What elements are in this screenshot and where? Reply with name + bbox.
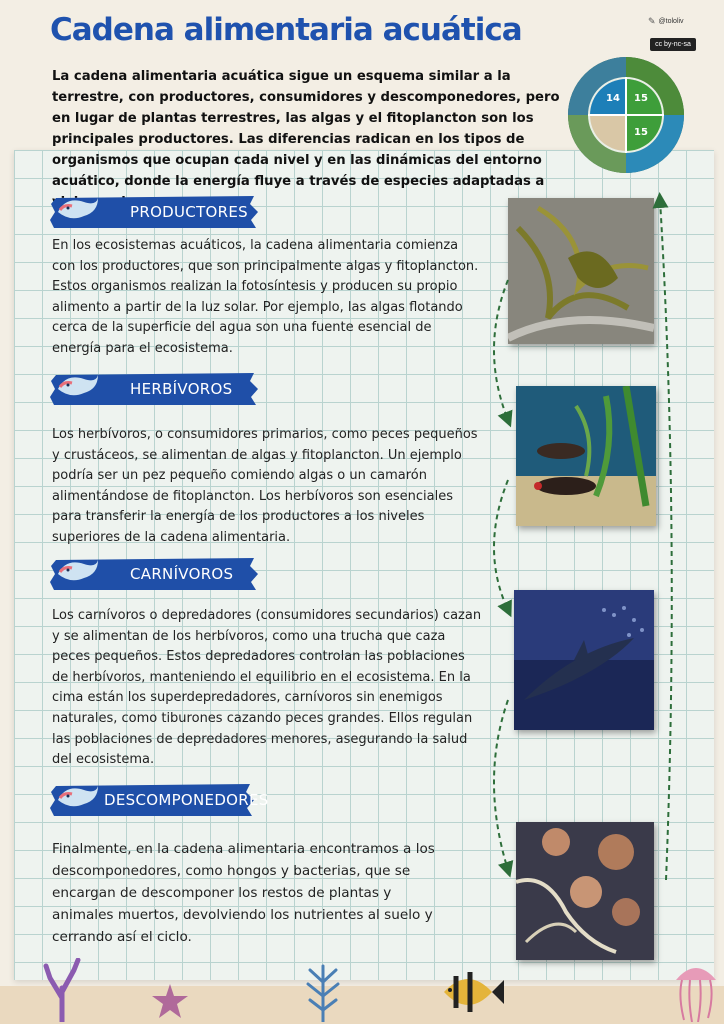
intro-paragraph: La cadena alimentaria acuática sigue un esquema similar a la terrestre, con productores, consumidores y descomponedores, pero en lugar de plantas terrestres, las algas y el fitoplancton son los principales productores. Las diferencias radican en los tipos de organismos que ocupan cada nivel y en las dinámicas del entorno acuático, donde la energía fluye a través de especies adaptadas a: [52, 69, 560, 189]
section-label-descomponedores: DESCOMPONEDORES: [104, 791, 269, 809]
license-badge: cc by-nc-sa: [650, 38, 696, 51]
section-banner-descomponedores: [50, 782, 269, 818]
section-text-descomponedores: Finalmente, en la cadena alimentaria encontramos a los descomponedores, como hongos y bacterias, que se encargan de descomponer los restos de plantas y animales muertos, devolviendo los nutrientes al suelo y cerrando así el ciclo.: [52, 841, 435, 945]
starfish-icon: [152, 984, 188, 1018]
section-text-productores: En los ecosistemas acuáticos, la cadena alimentaria comienza con los productores, que son principalmente algas y fitoplancton. Estos organismos realizan la fotosíntesis y producen su propio alimento a partir de la luz solar. Por ejemplo, las algas flotando cerca de la superficie del agua son una fuente esencial de energía para el ecosistema.: [52, 238, 479, 356]
sand-floor: [0, 986, 724, 1024]
seaweed-icon: [300, 962, 346, 1022]
section-text-carnivoros: Los carnívoros o depredadores (consumidores secundarios) cazan y se alimentan de los herbívoros, como una trucha que caza peces pequeños. Estos depredadores controlan las poblaciones de herbívoros, manteniendo el equilibrio en el ecosistema. En la cima están los superdepredadores, carnívoros sin enemigos naturales, como tiburones cazando peces grandes. Ellos regulan las poblaciones de depredadores menores, asegurando la salud del ecosistema.: [52, 608, 482, 768]
pencil-icon: ✎: [648, 16, 656, 26]
section-banner-productores: [50, 194, 260, 230]
ods-goal-15-b: 15: [634, 127, 648, 138]
page-title: Cadena alimentaria acuática: [50, 12, 522, 48]
whale-icon: [54, 552, 100, 592]
section-label-carnivoros: CARNÍVOROS: [130, 565, 234, 583]
angelfish-icon: [440, 966, 504, 1018]
jellyfish-icon: [672, 956, 720, 1022]
whale-icon: [54, 190, 100, 230]
ods-goal-14: 14: [606, 93, 620, 104]
author-credit: [648, 16, 684, 27]
section-text-herbivoros: Los herbívoros, o consumidores primarios, como peces pequeños y crustáceos, se alimentan de algas y fitoplancton. Un ejemplo podría ser un pez pequeño comiendo algas o un camarón alimentándose de fitoplancton. Los herbívoros son esenciales para transferir la energía de los productores a los niveles superiores de la cadena alimentaria.: [52, 427, 478, 545]
section-banner-carnivoros: [50, 556, 260, 592]
section-label-productores: PRODUCTORES: [130, 203, 248, 221]
coral-icon: [42, 958, 82, 1022]
section-label-herbivoros: HERBÍVOROS: [130, 380, 233, 398]
whale-icon: [54, 367, 100, 407]
whale-icon: [54, 778, 100, 818]
author-handle: @tololiv: [658, 18, 684, 25]
section-banner-herbivoros: [50, 371, 260, 407]
cycle-arrows: [480, 180, 680, 900]
ods-wheel-icon: [566, 55, 686, 175]
ods-goal-15-a: 15: [634, 93, 648, 104]
